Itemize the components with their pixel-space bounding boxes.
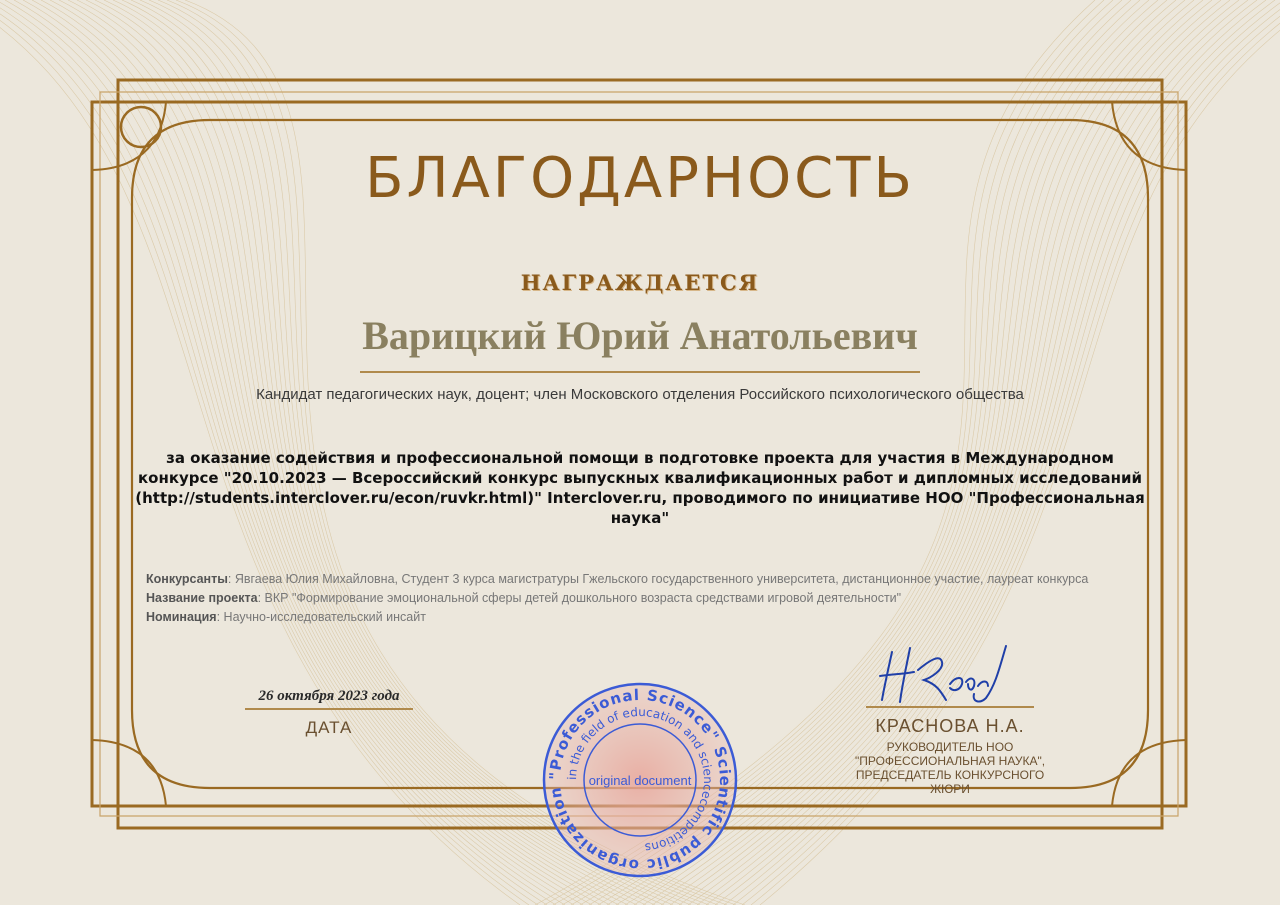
recipient-name: Варицкий Юрий Анатольевич	[362, 313, 918, 358]
name-underline	[360, 371, 920, 373]
seal-ring-text: "Professional Science" Scientific public organization	[545, 685, 735, 875]
project-label: Название проекта	[146, 591, 258, 605]
nomination-value: : Научно-исследовательский инсайт	[216, 610, 426, 624]
date-value: 26 октября 2023 года	[258, 688, 400, 704]
date-underline	[245, 708, 413, 710]
signer-role: РУКОВОДИТЕЛЬ НОО "ПРОФЕССИОНАЛЬНАЯ НАУКА", ПРЕДСЕДАТЕЛЬ КОНКУРСНОГО ЖЮРИ	[854, 740, 1046, 796]
participants-value: : Явгаева Юлия Михайловна, Студент 3 курса магистратуры Гжельского государственного университета, дистанционное участие, лауреат конкурса	[227, 572, 1089, 586]
signer-name: КРАСНОВА Н.А.	[875, 716, 1025, 736]
project-details	[146, 570, 1106, 627]
award-reason: за оказание содействия и профессиональной помощи в подготовке проекта для участия в Международном конкурсе "20.10.2023 — Всероссийский конкурс выпускных квалификационных работ и дипломных исследований (http://students.interclover.ru/econ/ruvkr.html)" Interclover.ru, проводимого по инициативе НОО "Профессиональная наука"	[135, 449, 1145, 527]
seal-center-text: original document	[588, 773, 692, 788]
participants-label: Конкурсанты	[146, 572, 228, 586]
signature-underline	[866, 706, 1034, 708]
signature-image	[870, 640, 1030, 710]
certificate-title: БЛАГОДАРНОСТЬ	[365, 146, 915, 211]
seal-inner-ring-text: in the field of education and sciencecompetitions	[564, 704, 716, 855]
project-value: : ВКР "Формирование эмоциональной сферы детей дошкольного возраста средствами игровой деятельности"	[257, 591, 902, 605]
project-line	[146, 589, 1106, 608]
nomination-line	[146, 608, 1106, 627]
participants-line	[146, 570, 1106, 589]
date-label: ДАТА	[305, 718, 353, 737]
recipient-credentials: Кандидат педагогических наук, доцент; член Московского отделения Российского психологического общества	[256, 386, 1024, 403]
nomination-label: Номинация	[146, 610, 217, 624]
awarded-label: НАГРАЖДАЕТСЯ	[520, 270, 760, 295]
official-seal	[540, 680, 740, 880]
